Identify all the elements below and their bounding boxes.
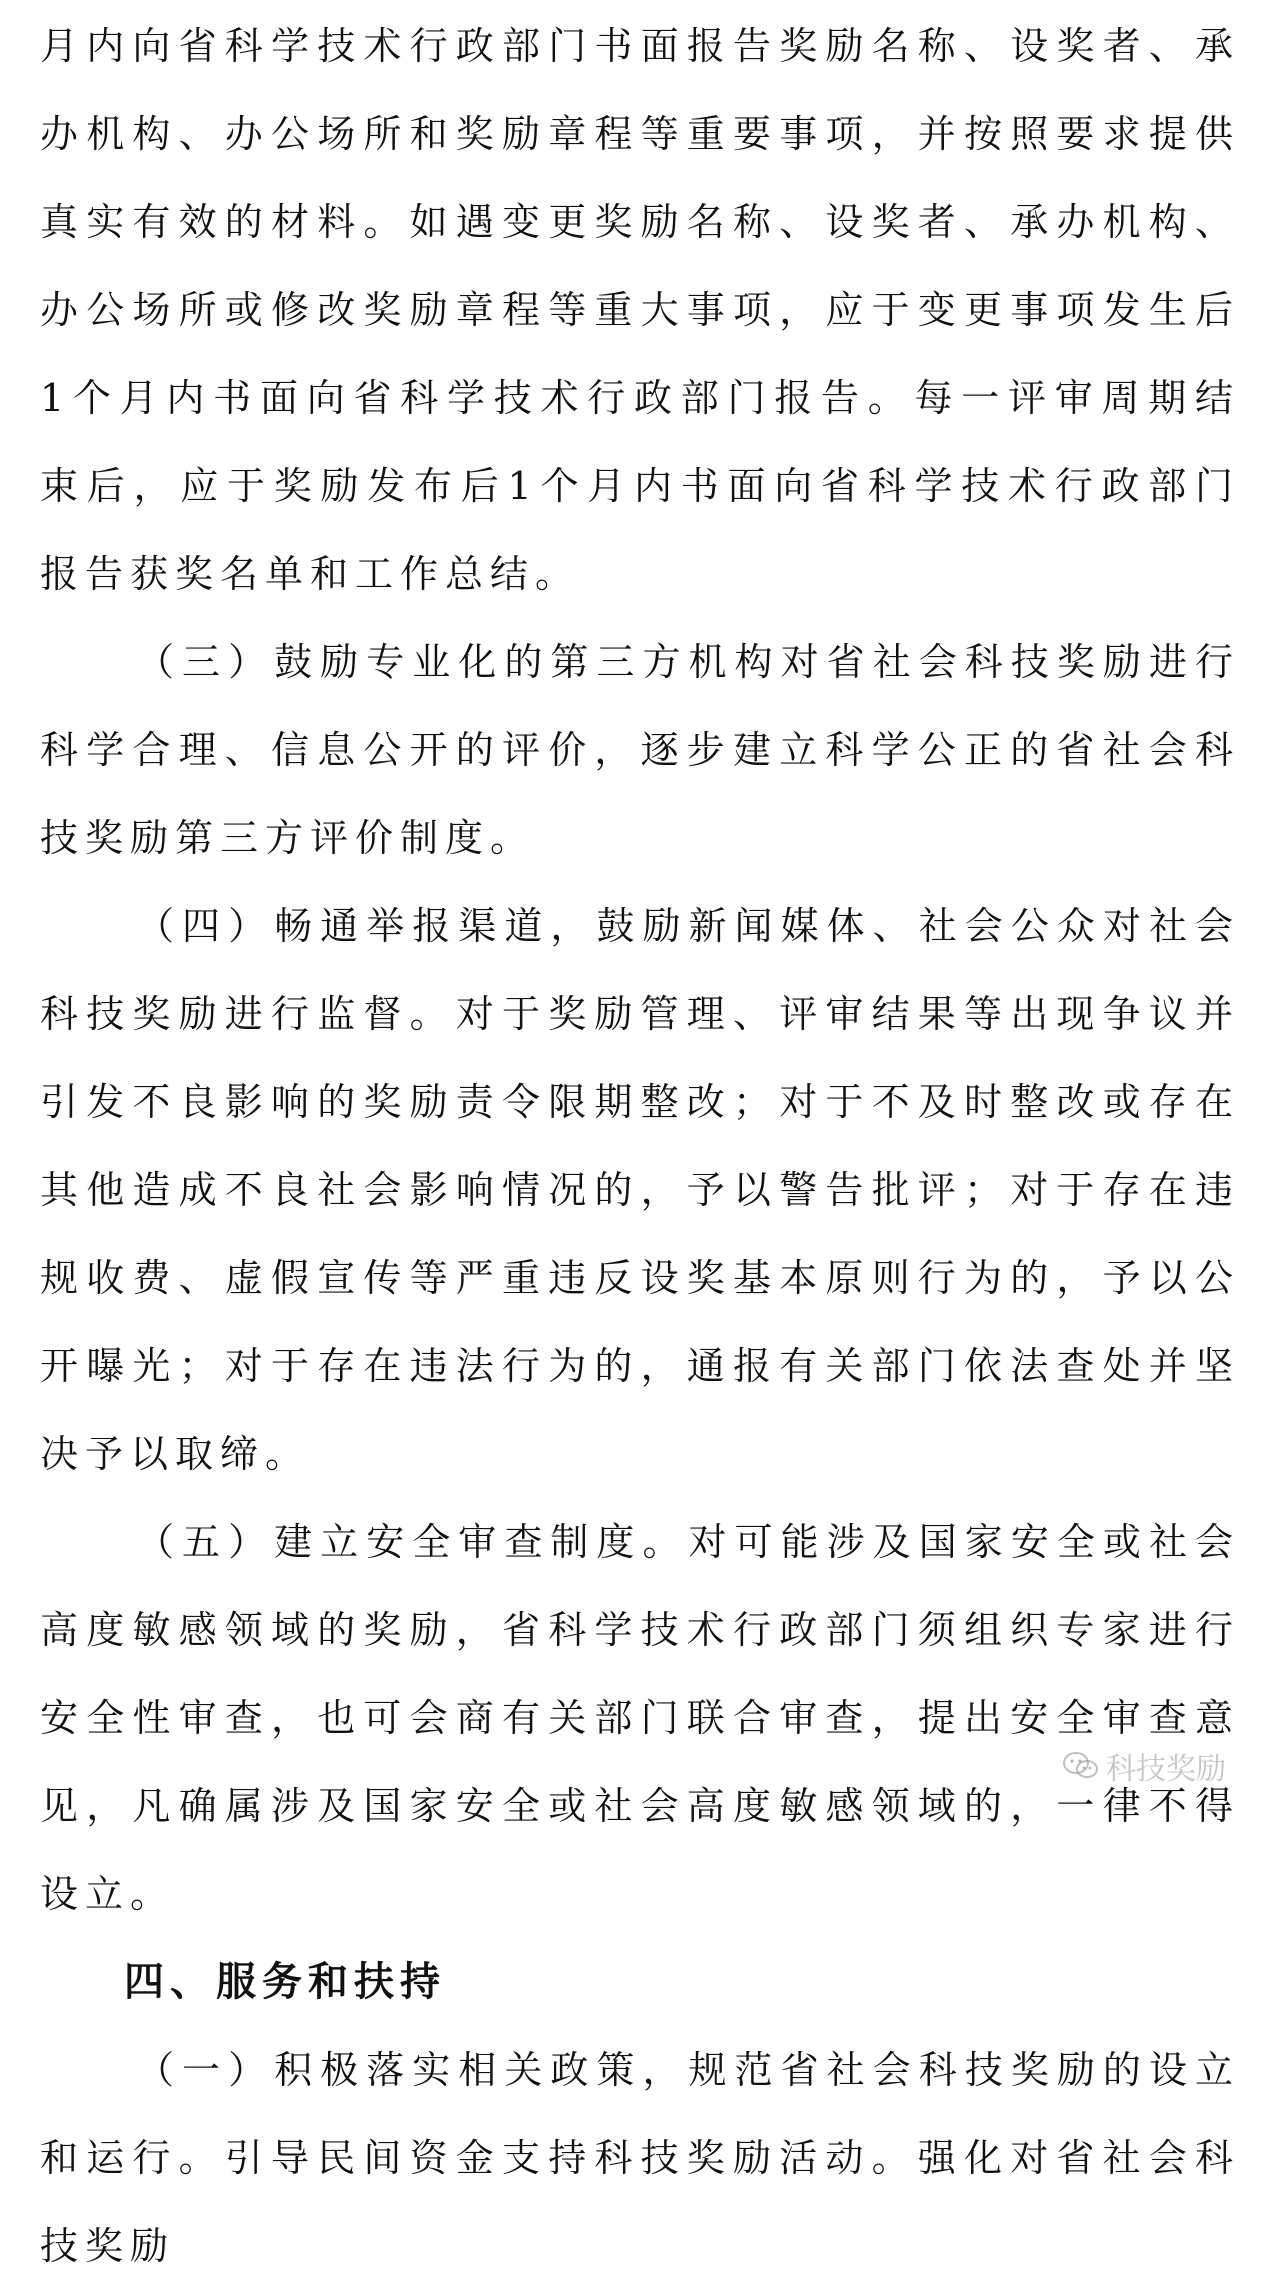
- watermark-text: 科技奖励: [1106, 1752, 1226, 1787]
- paragraph-security-review: （五）建立安全审查制度。对可能涉及国家安全或社会高度敏感领域的奖励，省科学技术行政部门须组织专家进行安全性审查，也可会商有关部门联合审查，提出安全审查意见，凡确属涉及国家安全或社会高度敏感领域的，一律不得设立。: [40, 1520, 1240, 1916]
- section-heading-services-support: 四、服务和扶持: [124, 1959, 446, 2005]
- document-body: [40, 2, 1240, 2290]
- watermark: [1062, 1744, 1226, 1788]
- paragraph-policy-implementation: （一）积极落实相关政策，规范省社会科技奖励的设立和运行。引导民间资金支持科技奖励活动。强化对省社会科技奖励: [40, 2048, 1240, 2268]
- paragraph-reporting-channels: （四）畅通举报渠道，鼓励新闻媒体、社会公众对社会科技奖励进行监督。对于奖励管理、评审结果等出现争议并引发不良影响的奖励责令限期整改；对于不及时整改或存在其他造成不良社会影响情况的，予以警告批评；对于存在违规收费、虚假宣传等严重违反设奖基本原则行为的，予以公开曝光；对于存在违法行为的，通报有关部门依法查处并坚决予以取缔。: [40, 904, 1240, 1476]
- paragraph-third-party-evaluation: （三）鼓励专业化的第三方机构对省社会科技奖励进行科学合理、信息公开的评价，逐步建立科学公正的省社会科技奖励第三方评价制度。: [40, 640, 1240, 860]
- paragraph-reporting-requirements: 月内向省科学技术行政部门书面报告奖励名称、设奖者、承办机构、办公场所和奖励章程等重要事项，并按照要求提供真实有效的材料。如遇变更奖励名称、设奖者、承办机构、办公场所或修改奖励章程等重大事项，应于变更事项发生后1个月内书面向省科学技术行政部门报告。每一评审周期结束后，应于奖励发布后1个月内书面向省科学技术行政部门报告获奖名单和工作总结。: [40, 24, 1240, 596]
- wechat-icon: [1062, 1751, 1100, 1781]
